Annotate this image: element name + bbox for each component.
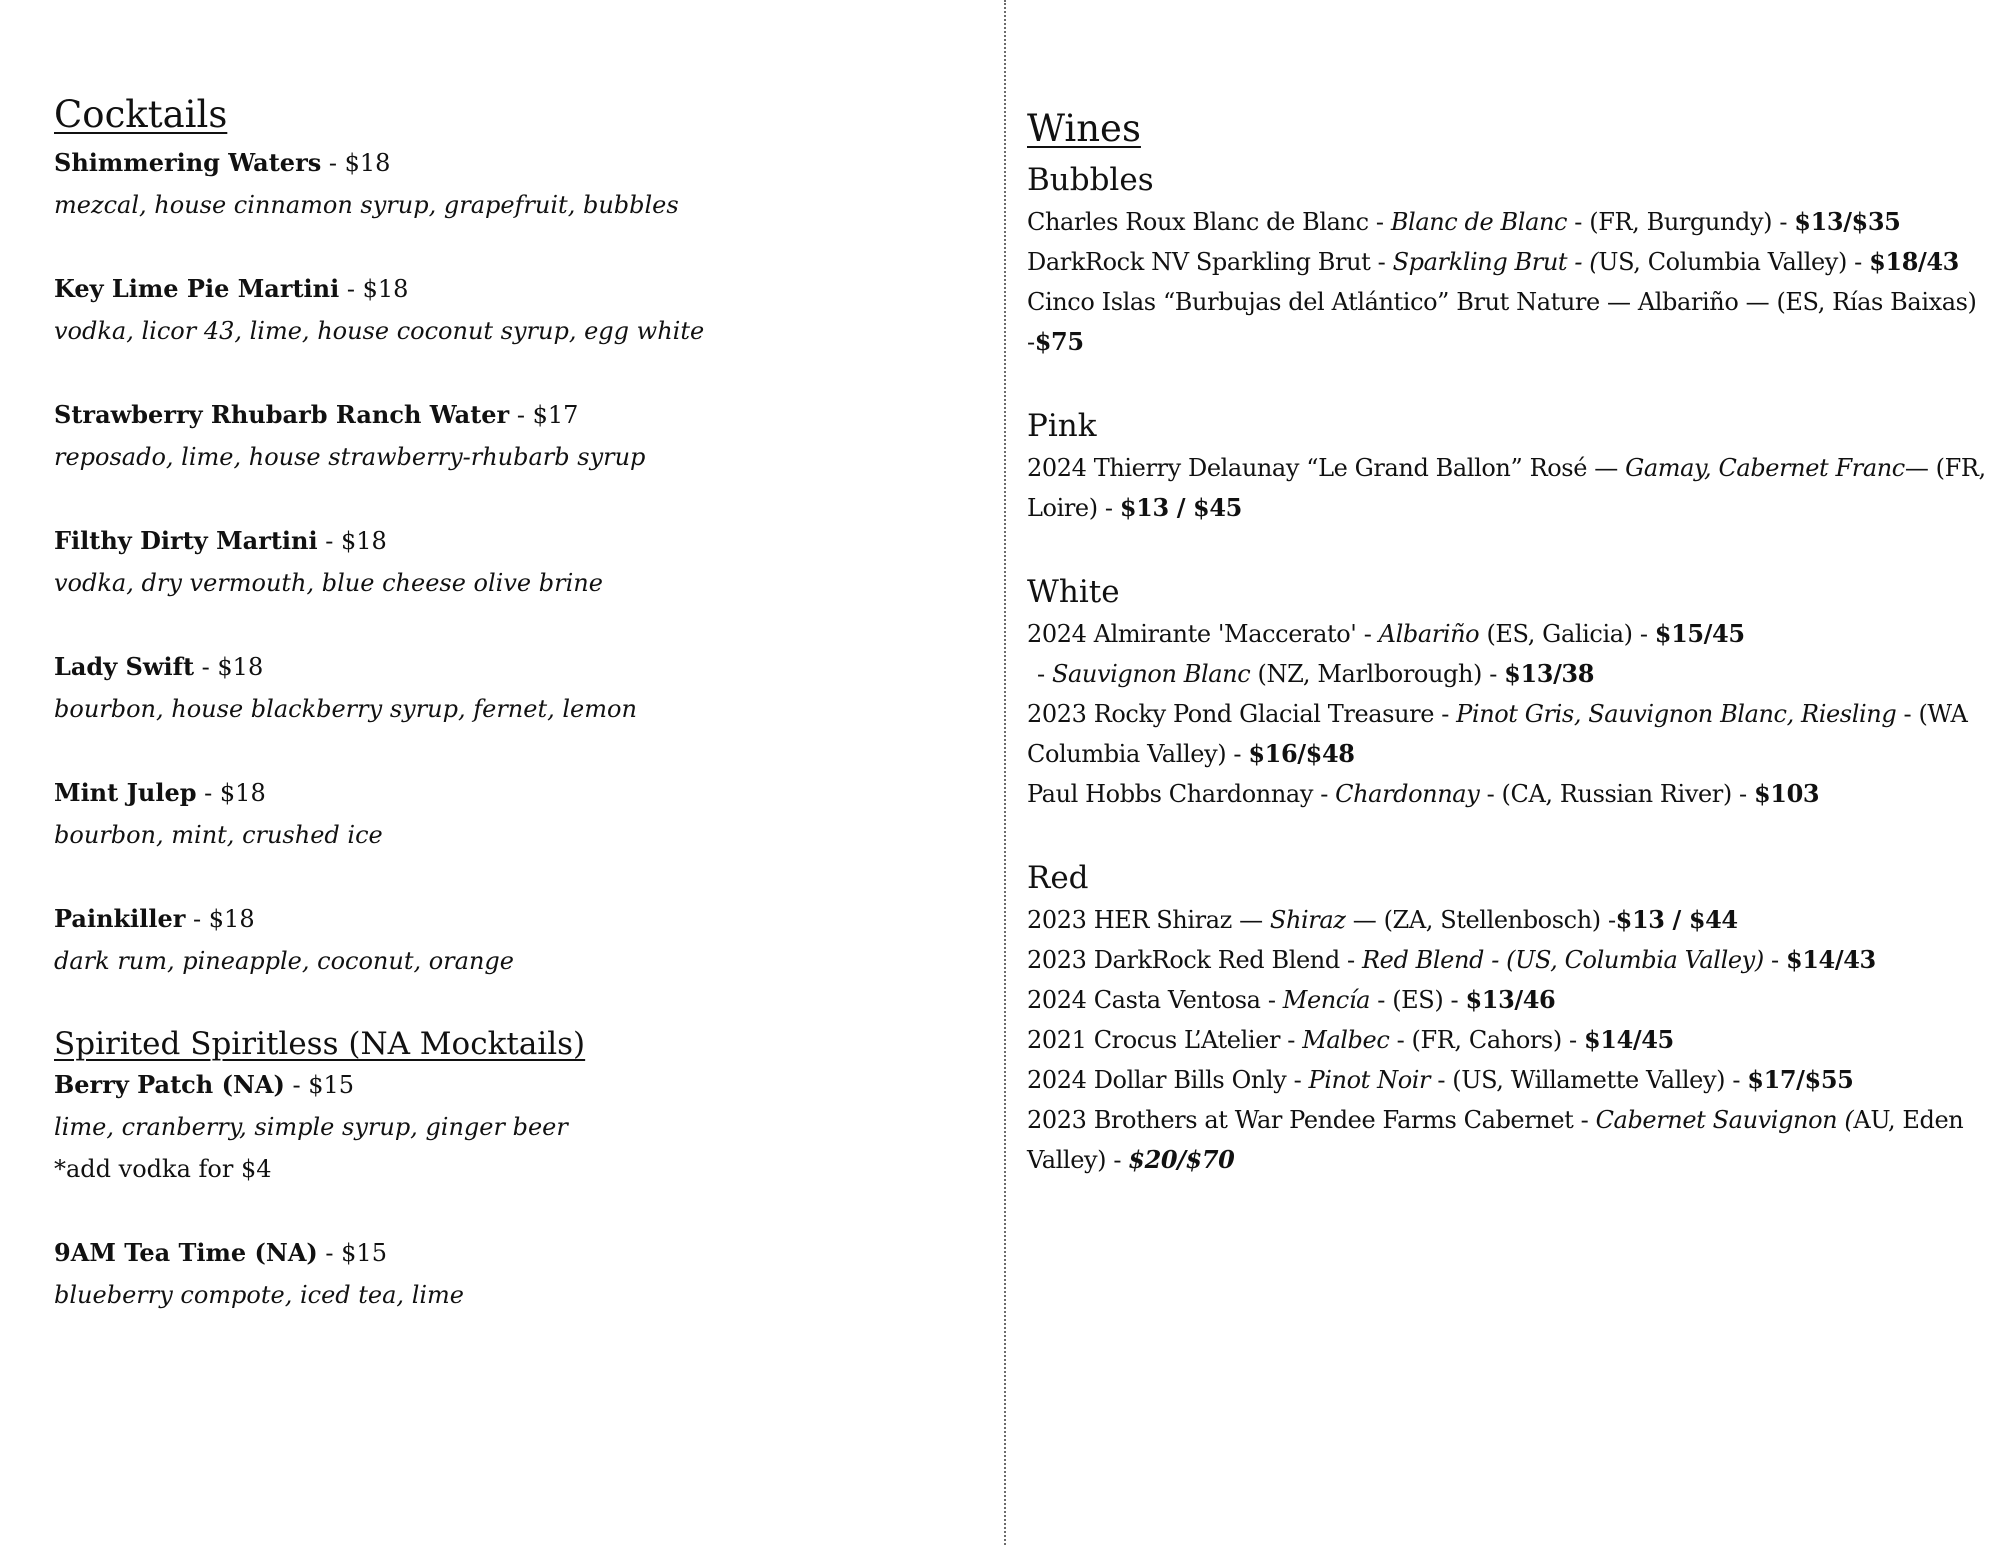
wines-title: Wines: [1027, 107, 1141, 150]
item-description: vodka, licor 43, lime, house coconut syrup, egg white: [54, 317, 705, 345]
column-divider: [1004, 0, 1006, 1545]
wine-line: 2024 Dollar Bills Only - Pinot Noir - (US, Willamette Valley) - $17/$55: [1027, 1065, 1854, 1094]
item-name: Shimmering Waters: [54, 148, 322, 177]
menu-item: [54, 268, 954, 352]
wine-line: Valley) - $20/$70: [1027, 1145, 1235, 1174]
wine-line: 2024 Almirante 'Maccerato' - Albariño (ES, Galicia) - $15/45: [1027, 619, 1745, 648]
menu-item: [54, 1064, 954, 1190]
item-description: bourbon, mint, crushed ice: [54, 821, 383, 849]
menu-item: [54, 142, 954, 226]
wine-line: - Sauvignon Blanc (NZ, Marlborough) - $13/38: [1037, 659, 1595, 688]
item-name: Painkiller: [54, 904, 186, 933]
item-price: - $18: [196, 779, 266, 807]
mocktails-title: Spirited Spiritless (NA Mocktails): [54, 1026, 586, 1062]
item-name: Filthy Dirty Martini: [54, 526, 318, 555]
item-price: - $18: [185, 905, 255, 933]
wine-category-red: Red: [1027, 860, 1089, 896]
wine-category-pink: Pink: [1027, 408, 1097, 444]
menu-item: [54, 1232, 954, 1316]
wine-line: Paul Hobbs Chardonnay - Chardonnay - (CA, Russian River) - $103: [1027, 779, 1820, 808]
wine-line: 2021 Crocus L’Atelier - Malbec - (FR, Cahors) - $14/45: [1027, 1025, 1674, 1054]
item-price: - $18: [339, 275, 409, 303]
item-name: Strawberry Rhubarb Ranch Water: [54, 400, 510, 429]
menu-item: [54, 772, 954, 856]
item-description: vodka, dry vermouth, blue cheese olive brine: [54, 569, 603, 597]
wine-line: Cinco Islas “Burbujas del Atlántico” Brut Nature — Albariño — (ES, Rías Baixas): [1027, 288, 1977, 316]
menu-item: [54, 898, 954, 982]
wines-column: [1027, 106, 1999, 1180]
wine-category-bubbles: Bubbles: [1027, 162, 1154, 198]
wine-line: 2023 DarkRock Red Blend - Red Blend - (US, Columbia Valley) - $14/43: [1027, 945, 1876, 974]
item-name: Berry Patch (NA): [54, 1070, 285, 1099]
wine-line: DarkRock NV Sparkling Brut - Sparkling Brut - (US, Columbia Valley) - $18/43: [1027, 247, 1959, 276]
wine-line: 2023 HER Shiraz — Shiraz — (ZA, Stellenbosch) -$13 / $44: [1027, 905, 1738, 934]
wine-line: 2023 Rocky Pond Glacial Treasure - Pinot Gris, Sauvignon Blanc, Riesling - (WA: [1027, 700, 1968, 728]
item-price: - $18: [194, 653, 264, 681]
wine-line: Loire) - $13 / $45: [1027, 493, 1242, 522]
item-name: Key Lime Pie Martini: [54, 274, 340, 303]
item-name: Lady Swift: [54, 652, 195, 681]
item-description: dark rum, pineapple, coconut, orange: [54, 947, 514, 975]
item-price: - $18: [321, 149, 391, 177]
item-description: lime, cranberry, simple syrup, ginger beer: [54, 1113, 568, 1141]
item-price: - $15: [284, 1071, 355, 1099]
item-description: bourbon, house blackberry syrup, fernet, lemon: [54, 695, 637, 723]
wine-line: 2024 Thierry Delaunay “Le Grand Ballon” Rosé — Gamay, Cabernet Franc— (FR,: [1027, 454, 1986, 482]
wine-line: 2023 Brothers at War Pendee Farms Cabernet - Cabernet Sauvignon (AU, Eden: [1027, 1106, 1964, 1134]
wine-line: Charles Roux Blanc de Blanc - Blanc de Blanc - (FR, Burgundy) - $13/$35: [1027, 207, 1901, 236]
menu-item: [54, 394, 954, 478]
item-name: 9AM Tea Time (NA): [54, 1238, 318, 1267]
item-description: reposado, lime, house strawberry-rhubarb syrup: [54, 443, 646, 471]
wine-line: Columbia Valley) - $16/$48: [1027, 739, 1355, 768]
item-price: - $18: [317, 527, 387, 555]
item-price: - $15: [317, 1239, 387, 1267]
menu-item: [54, 646, 954, 730]
wine-line: 2024 Casta Ventosa - Mencía - (ES) - $13/46: [1027, 985, 1556, 1014]
wine-line: -$75: [1027, 327, 1084, 356]
item-description: blueberry compote, iced tea, lime: [54, 1281, 465, 1309]
item-name: Mint Julep: [54, 778, 197, 807]
cocktails-title: Cocktails: [54, 93, 228, 136]
cocktails-column: [54, 92, 954, 1316]
item-price: - $17: [509, 401, 579, 429]
wine-category-white: White: [1027, 574, 1120, 610]
item-note: *add vodka for $4: [54, 1155, 272, 1183]
menu-item: [54, 520, 954, 604]
item-description: mezcal, house cinnamon syrup, grapefruit, bubbles: [54, 191, 679, 219]
